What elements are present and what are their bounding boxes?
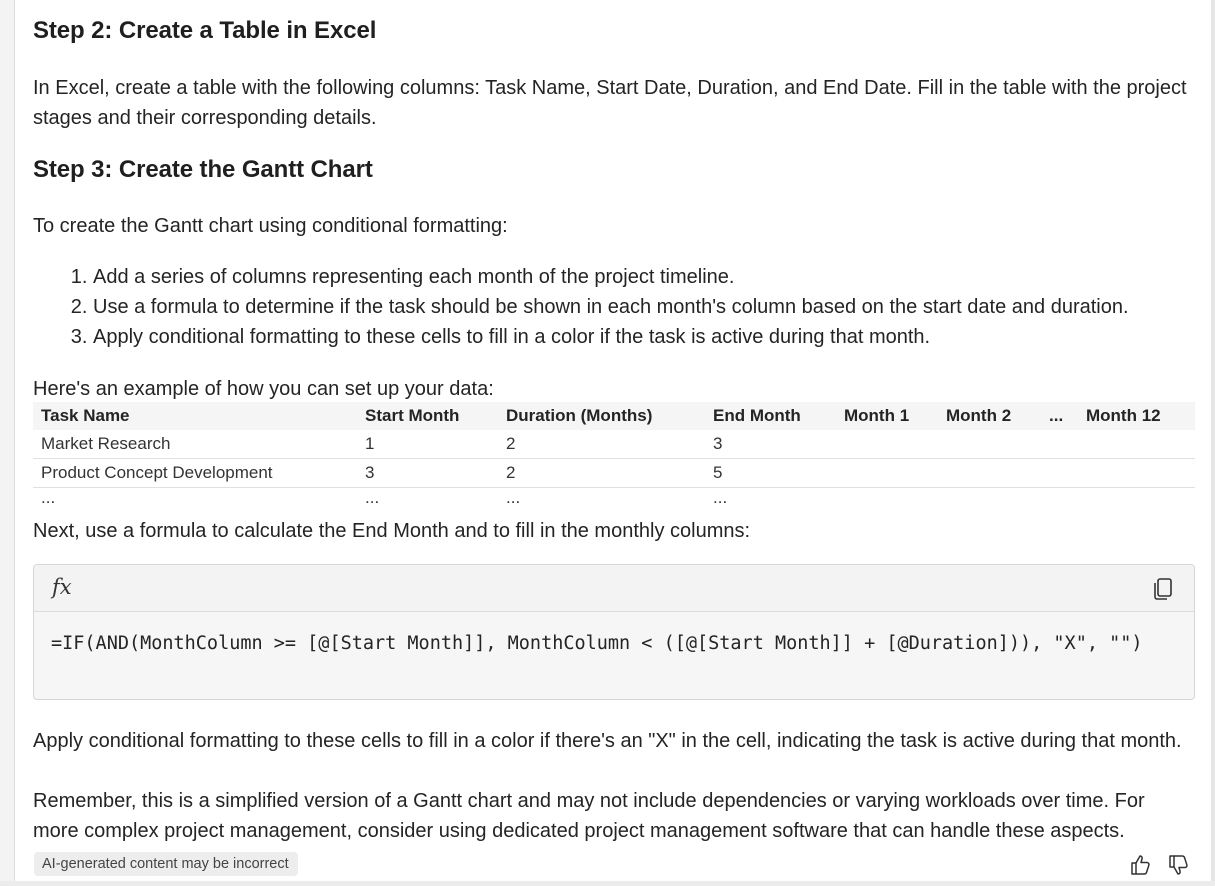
table-cell [836,459,938,488]
fx-icon: fx [52,575,72,599]
formula-code[interactable]: =IF(AND(MonthColumn >= [@[Start Month]], MonthColumn < ([@[Start Month]] + [@Duration])), "X", "") [51,633,1143,654]
list-item: 1. Add a series of columns representing each month of the project timeline. [93,262,1215,292]
table-cell: ... [365,488,380,507]
step3-intro: To create the Gantt chart using conditional formatting: [33,215,508,237]
table-cell: 2 [498,430,705,459]
feedback-buttons [1129,853,1189,877]
step2-heading: Step 2: Create a Table in Excel [33,17,377,44]
table-cell: ... [41,488,56,507]
example-intro: Here's an example of how you can set up your data: [33,378,494,400]
copy-icon[interactable] [1152,577,1174,601]
scrollbar[interactable] [1211,0,1215,886]
table-cell [1078,430,1195,459]
table-cell: 5 [705,459,836,488]
formula-intro: Next, use a formula to calculate the End Month and to fill in the monthly columns: [33,520,751,542]
apply-text: Apply conditional formatting to these cells to fill in a color if there's an "X" in the cell, indicating the task is active during that month. [33,730,1182,752]
table-cell [1041,488,1078,509]
list-item: 2. Use a formula to determine if the task should be shown in each month's column based on the start date and duration. [93,292,1215,322]
table-cell: 3 [357,459,498,488]
column-header: Month 2 [938,402,1041,430]
table-cell [1078,488,1195,509]
table-cell: 1 [357,430,498,459]
table-row [33,488,1195,509]
example-table [33,402,1195,508]
remember-text: Remember, this is a simplified version of a Gantt chart and may not include dependencies or varying workloads over time. For more complex project management, consider using dedicated project management software that can handle these aspects. [33,790,1145,842]
column-header: Duration (Months) [498,402,705,430]
list-item: 3. Apply conditional formatting to these cells to fill in a color if the task is active during that month. [93,322,1215,352]
column-header: Month 1 [836,402,938,430]
table-row [33,430,1195,459]
table-cell [938,430,1041,459]
code-block-header [34,565,1194,612]
column-header: ... [1041,402,1078,430]
step2-body: In Excel, create a table with the following columns: Task Name, Start Date, Duration, and End Date. Fill in the table with the project stages and their corresponding details. [33,77,1187,129]
table-cell: 3 [705,430,836,459]
table-cell: ... [506,488,521,507]
column-header: End Month [705,402,836,430]
thumbs-down-icon[interactable] [1167,853,1189,877]
formula-code-block [33,564,1195,700]
column-header: Task Name [33,402,357,430]
table-cell: 2 [498,459,705,488]
column-header: Month 12 [1078,402,1195,430]
bottom-border [0,881,1215,886]
ai-disclaimer-badge: AI-generated content may be incorrect [34,852,298,876]
table-cell [938,488,1041,509]
thumbs-up-icon[interactable] [1129,853,1151,877]
table-cell: Product Concept Development [33,459,357,488]
step3-heading: Step 3: Create the Gantt Chart [33,156,373,183]
table-row [33,459,1195,488]
table-cell [836,488,938,509]
table-cell [1041,430,1078,459]
table-cell [1041,459,1078,488]
table-header-row [33,402,1195,430]
table-cell [1078,459,1195,488]
table-cell: ... [713,488,728,507]
column-header: Start Month [357,402,498,430]
step3-list [71,262,1215,352]
table-cell: Market Research [33,430,357,459]
left-border [0,0,15,886]
table-cell [938,459,1041,488]
table-cell [836,430,938,459]
